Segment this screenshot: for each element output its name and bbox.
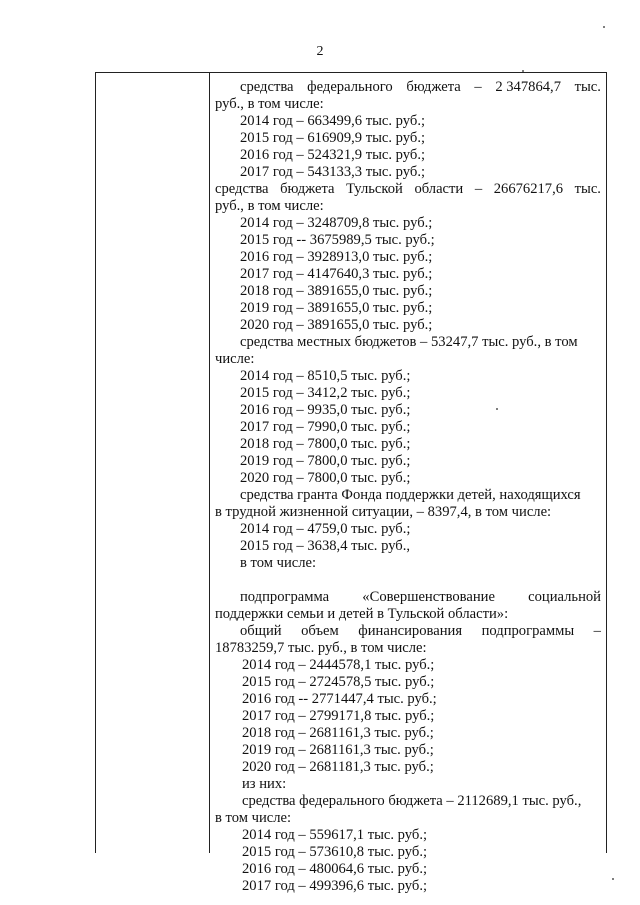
word: 2 347864,7 <box>495 79 561 95</box>
year-line: 2017 год – 2799171,8 тыс. руб.; <box>242 708 435 724</box>
year-line: 2015 год – 2724578,5 тыс. руб.; <box>242 674 435 690</box>
word: средства <box>240 79 294 95</box>
scan-speck <box>522 70 524 72</box>
blank-line <box>215 572 601 589</box>
text-line: руб., в том числе: <box>215 96 324 112</box>
year-line: 2015 год – 3412,2 тыс. руб.; <box>240 385 411 401</box>
year-line: 2017 год – 7990,0 тыс. руб.; <box>240 419 411 435</box>
year-line: 2018 год – 2681161,3 тыс. руб.; <box>242 725 434 741</box>
scan-speck <box>603 26 605 28</box>
word: – <box>474 79 482 95</box>
text-line: числе: <box>215 351 255 367</box>
year-line: 2015 год – 573610,8 тыс. руб.; <box>242 844 428 860</box>
word: бюджета <box>406 79 461 95</box>
document-table <box>95 72 607 894</box>
word: средства <box>215 181 269 197</box>
word: – <box>474 181 483 197</box>
word: Тульской <box>346 181 403 197</box>
year-line: 2016 год – 524321,9 тыс. руб.; <box>240 147 426 163</box>
word: подпрограмма <box>240 589 330 605</box>
text-line: в том числе: <box>215 810 292 826</box>
year-line: 2018 год – 7800,0 тыс. руб.; <box>240 436 411 452</box>
year-line: 2020 год – 2681181,3 тыс. руб.; <box>242 759 434 775</box>
year-line: 2015 год -- 3675989,5 тыс. руб.; <box>240 232 435 248</box>
scan-speck <box>612 878 614 880</box>
column-divider <box>209 73 210 853</box>
word: финансирования <box>358 623 463 639</box>
word: области <box>414 181 464 197</box>
year-line: 2014 год – 8510,5 тыс. руб.; <box>240 368 411 384</box>
word: тыс. <box>574 79 601 95</box>
scan-speck <box>496 408 498 410</box>
text-line: поддержки семьи и детей в Тульской области»: <box>215 606 509 622</box>
year-line: 2014 год – 663499,6 тыс. руб.; <box>240 113 426 129</box>
fed-budget-line <box>215 79 601 96</box>
year-line: 2017 год – 499396,6 тыс. руб.; <box>242 878 428 894</box>
word: – <box>593 623 601 639</box>
year-line: 2015 год – 3638,4 тыс. руб., <box>240 538 411 554</box>
year-line: 2018 год – 3891655,0 тыс. руб.; <box>240 283 433 299</box>
word: тыс. <box>574 181 601 197</box>
year-line: 2017 год – 4147640,3 тыс. руб.; <box>240 266 433 282</box>
year-line: 2015 год – 616909,9 тыс. руб.; <box>240 130 426 146</box>
word: социальной <box>528 589 601 605</box>
page-number: 2 <box>316 44 324 59</box>
subprogram-line <box>215 589 601 606</box>
total-financing-line <box>215 623 601 640</box>
region-budget-line <box>215 181 601 198</box>
grant-line: средства гранта Фонда поддержки детей, находящихся <box>240 487 581 503</box>
word: общий <box>240 623 282 639</box>
right-column-text <box>215 79 601 895</box>
year-line: 2016 год – 9935,0 тыс. руб.; <box>240 402 411 418</box>
year-line: 2017 год – 543133,3 тыс. руб.; <box>240 164 426 180</box>
word: 26676217,6 <box>493 181 564 197</box>
year-line: 2020 год – 3891655,0 тыс. руб.; <box>240 317 433 333</box>
word: подпрограммы <box>481 623 575 639</box>
year-line: 2019 год – 2681161,3 тыс. руб.; <box>242 742 434 758</box>
year-line: 2014 год – 3248709,8 тыс. руб.; <box>240 215 433 231</box>
year-line: 2016 год – 480064,6 тыс. руб.; <box>242 861 428 877</box>
year-line: 2016 год -- 2771447,4 тыс. руб.; <box>242 691 437 707</box>
local-budget-line: средства местных бюджетов – 53247,7 тыс. руб., в том <box>240 334 578 350</box>
year-line: 2019 год – 7800,0 тыс. руб.; <box>240 453 411 469</box>
text-line: руб., в том числе: <box>215 198 324 214</box>
word: федерального <box>307 79 393 95</box>
text-line: из них: <box>242 776 287 792</box>
year-line: 2014 год – 2444578,1 тыс. руб.; <box>242 657 435 673</box>
year-line: 2014 год – 559617,1 тыс. руб.; <box>242 827 428 843</box>
text-line: в том числе: <box>240 555 317 571</box>
sub-fed-budget-line: средства федерального бюджета – 2112689,1 тыс. руб., <box>242 793 582 809</box>
word: бюджета <box>280 181 335 197</box>
text-line: 18783259,7 тыс. руб., в том числе: <box>215 640 427 656</box>
year-line: 2014 год – 4759,0 тыс. руб.; <box>240 521 411 537</box>
word: объем <box>301 623 339 639</box>
text-line: в трудной жизненной ситуации, – 8397,4, в том числе: <box>215 504 552 520</box>
year-line: 2016 год – 3928913,0 тыс. руб.; <box>240 249 433 265</box>
year-line: 2020 год – 7800,0 тыс. руб.; <box>240 470 411 486</box>
year-line: 2019 год – 3891655,0 тыс. руб.; <box>240 300 433 316</box>
word: «Совершенствование <box>362 589 495 605</box>
